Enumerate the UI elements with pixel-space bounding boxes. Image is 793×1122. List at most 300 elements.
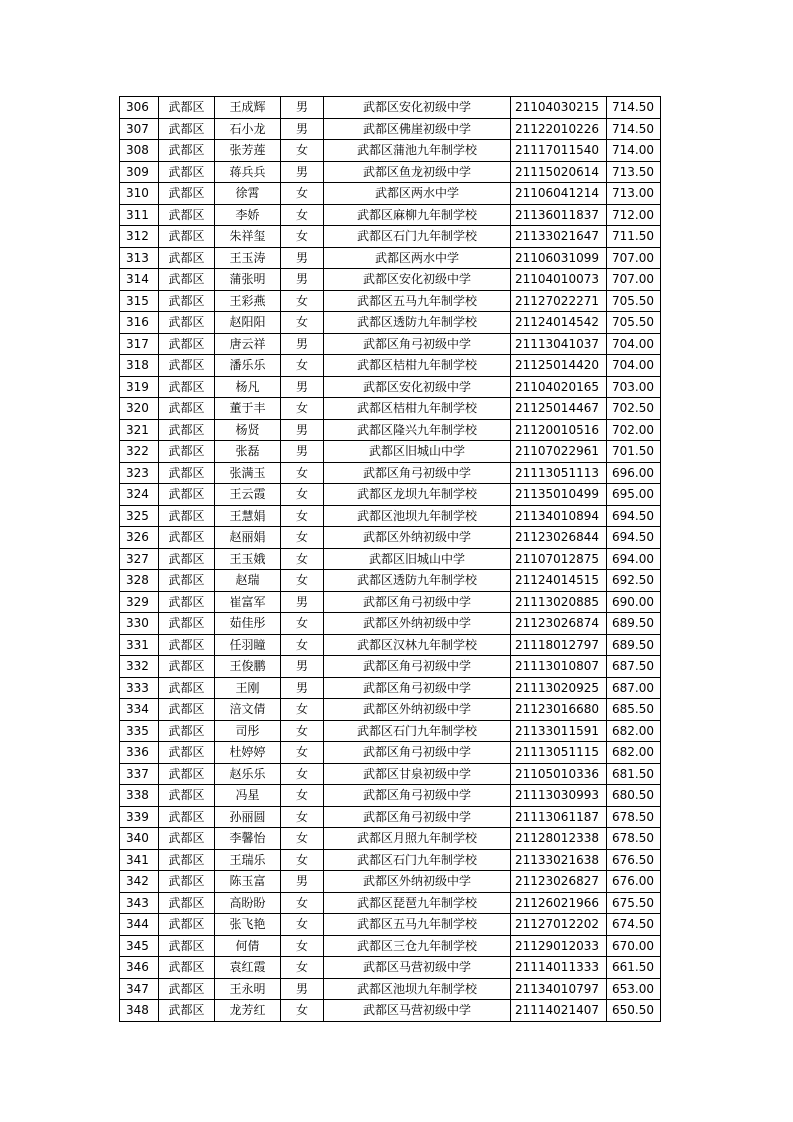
table-row: [120, 914, 661, 936]
cell-school: 武都区石门九年制学校: [324, 226, 511, 248]
cell-school: 武都区安化初级中学: [324, 269, 511, 291]
cell-gender: 男: [281, 656, 324, 678]
cell-district: 武都区: [159, 849, 215, 871]
cell-gender: 女: [281, 462, 324, 484]
cell-school: 武都区透防九年制学校: [324, 312, 511, 334]
cell-rank: 324: [120, 484, 159, 506]
cell-score: 687.50: [607, 656, 661, 678]
cell-name: 陈玉富: [215, 871, 281, 893]
cell-district: 武都区: [159, 1000, 215, 1022]
cell-exam-id: 21125014420: [511, 355, 607, 377]
cell-rank: 306: [120, 97, 159, 119]
cell-school: 武都区旧城山中学: [324, 441, 511, 463]
cell-district: 武都区: [159, 419, 215, 441]
cell-gender: 女: [281, 914, 324, 936]
cell-rank: 317: [120, 333, 159, 355]
cell-exam-id: 21129012033: [511, 935, 607, 957]
cell-score: 687.00: [607, 677, 661, 699]
cell-name: 王瑞乐: [215, 849, 281, 871]
cell-gender: 女: [281, 613, 324, 635]
cell-exam-id: 21113061187: [511, 806, 607, 828]
cell-score: 705.50: [607, 290, 661, 312]
cell-rank: 333: [120, 677, 159, 699]
table-row: [120, 484, 661, 506]
cell-rank: 309: [120, 161, 159, 183]
cell-gender: 女: [281, 957, 324, 979]
cell-exam-id: 21128012338: [511, 828, 607, 850]
cell-score: 713.00: [607, 183, 661, 205]
cell-school: 武都区角弓初级中学: [324, 785, 511, 807]
cell-score: 650.50: [607, 1000, 661, 1022]
table-row: [120, 118, 661, 140]
table-row: [120, 613, 661, 635]
cell-district: 武都区: [159, 978, 215, 1000]
cell-district: 武都区: [159, 527, 215, 549]
cell-score: 702.00: [607, 419, 661, 441]
cell-exam-id: 21133021647: [511, 226, 607, 248]
cell-gender: 男: [281, 677, 324, 699]
cell-district: 武都区: [159, 828, 215, 850]
cell-school: 武都区月照九年制学校: [324, 828, 511, 850]
cell-school: 武都区蒲池九年制学校: [324, 140, 511, 162]
cell-name: 唐云祥: [215, 333, 281, 355]
cell-gender: 女: [281, 570, 324, 592]
cell-score: 685.50: [607, 699, 661, 721]
cell-rank: 343: [120, 892, 159, 914]
cell-school: 武都区马营初级中学: [324, 1000, 511, 1022]
cell-score: 714.00: [607, 140, 661, 162]
cell-score: 680.50: [607, 785, 661, 807]
cell-district: 武都区: [159, 505, 215, 527]
cell-school: 武都区三仓九年制学校: [324, 935, 511, 957]
cell-exam-id: 21123026874: [511, 613, 607, 635]
cell-exam-id: 21105010336: [511, 763, 607, 785]
cell-district: 武都区: [159, 97, 215, 119]
cell-name: 何倩: [215, 935, 281, 957]
cell-rank: 310: [120, 183, 159, 205]
cell-name: 赵乐乐: [215, 763, 281, 785]
table-row: [120, 871, 661, 893]
cell-rank: 318: [120, 355, 159, 377]
cell-gender: 女: [281, 828, 324, 850]
cell-school: 武都区外纳初级中学: [324, 613, 511, 635]
cell-school: 武都区角弓初级中学: [324, 462, 511, 484]
cell-name: 王云霞: [215, 484, 281, 506]
cell-exam-id: 21104010073: [511, 269, 607, 291]
cell-name: 杜婷婷: [215, 742, 281, 764]
cell-exam-id: 21127012202: [511, 914, 607, 936]
cell-score: 711.50: [607, 226, 661, 248]
cell-rank: 329: [120, 591, 159, 613]
table-row: [120, 634, 661, 656]
cell-exam-id: 21134010797: [511, 978, 607, 1000]
cell-name: 董于丰: [215, 398, 281, 420]
cell-score: 705.50: [607, 312, 661, 334]
cell-exam-id: 21113051113: [511, 462, 607, 484]
cell-school: 武都区石门九年制学校: [324, 849, 511, 871]
cell-district: 武都区: [159, 892, 215, 914]
cell-name: 任羽瞳: [215, 634, 281, 656]
cell-score: 702.50: [607, 398, 661, 420]
cell-district: 武都区: [159, 398, 215, 420]
cell-name: 王彩燕: [215, 290, 281, 312]
cell-district: 武都区: [159, 312, 215, 334]
cell-rank: 325: [120, 505, 159, 527]
cell-name: 王永明: [215, 978, 281, 1000]
score-table: [119, 96, 661, 1022]
score-table-body: [120, 97, 661, 1022]
cell-school: 武都区石门九年制学校: [324, 720, 511, 742]
cell-gender: 女: [281, 763, 324, 785]
cell-name: 司彤: [215, 720, 281, 742]
cell-gender: 女: [281, 849, 324, 871]
table-row: [120, 398, 661, 420]
cell-exam-id: 21114021407: [511, 1000, 607, 1022]
cell-name: 高盼盼: [215, 892, 281, 914]
cell-exam-id: 21123016680: [511, 699, 607, 721]
cell-name: 崔富军: [215, 591, 281, 613]
cell-rank: 327: [120, 548, 159, 570]
cell-name: 潘乐乐: [215, 355, 281, 377]
cell-score: 701.50: [607, 441, 661, 463]
table-row: [120, 419, 661, 441]
table-row: [120, 849, 661, 871]
cell-score: 661.50: [607, 957, 661, 979]
cell-school: 武都区五马九年制学校: [324, 914, 511, 936]
cell-exam-id: 21113041037: [511, 333, 607, 355]
cell-rank: 311: [120, 204, 159, 226]
cell-gender: 男: [281, 97, 324, 119]
cell-school: 武都区外纳初级中学: [324, 699, 511, 721]
cell-name: 张飞艳: [215, 914, 281, 936]
table-row: [120, 978, 661, 1000]
cell-score: 653.00: [607, 978, 661, 1000]
cell-name: 朱祥玺: [215, 226, 281, 248]
cell-score: 704.00: [607, 333, 661, 355]
cell-exam-id: 21122010226: [511, 118, 607, 140]
cell-gender: 男: [281, 871, 324, 893]
cell-score: 676.00: [607, 871, 661, 893]
cell-exam-id: 21107012875: [511, 548, 607, 570]
table-row: [120, 376, 661, 398]
cell-exam-id: 21134010894: [511, 505, 607, 527]
cell-rank: 344: [120, 914, 159, 936]
cell-gender: 女: [281, 806, 324, 828]
cell-district: 武都区: [159, 935, 215, 957]
cell-rank: 347: [120, 978, 159, 1000]
cell-exam-id: 21106031099: [511, 247, 607, 269]
cell-district: 武都区: [159, 247, 215, 269]
cell-district: 武都区: [159, 871, 215, 893]
cell-rank: 326: [120, 527, 159, 549]
cell-gender: 女: [281, 935, 324, 957]
table-row: [120, 527, 661, 549]
table-row: [120, 226, 661, 248]
cell-rank: 346: [120, 957, 159, 979]
cell-rank: 307: [120, 118, 159, 140]
cell-school: 武都区马营初级中学: [324, 957, 511, 979]
cell-score: 694.50: [607, 505, 661, 527]
cell-exam-id: 21114011333: [511, 957, 607, 979]
cell-name: 徐霄: [215, 183, 281, 205]
cell-gender: 女: [281, 226, 324, 248]
table-row: [120, 957, 661, 979]
cell-school: 武都区透防九年制学校: [324, 570, 511, 592]
table-row: [120, 892, 661, 914]
cell-score: 689.50: [607, 613, 661, 635]
cell-score: 707.00: [607, 247, 661, 269]
table-row: [120, 656, 661, 678]
cell-name: 赵丽娟: [215, 527, 281, 549]
cell-score: 713.50: [607, 161, 661, 183]
cell-exam-id: 21133011591: [511, 720, 607, 742]
table-row: [120, 97, 661, 119]
cell-district: 武都区: [159, 226, 215, 248]
cell-name: 王玉涛: [215, 247, 281, 269]
cell-gender: 女: [281, 204, 324, 226]
table-row: [120, 570, 661, 592]
cell-gender: 女: [281, 290, 324, 312]
cell-gender: 男: [281, 118, 324, 140]
cell-exam-id: 21124014515: [511, 570, 607, 592]
cell-name: 涪文倩: [215, 699, 281, 721]
cell-district: 武都区: [159, 548, 215, 570]
cell-rank: 320: [120, 398, 159, 420]
cell-school: 武都区角弓初级中学: [324, 656, 511, 678]
cell-gender: 女: [281, 355, 324, 377]
cell-rank: 323: [120, 462, 159, 484]
table-row: [120, 742, 661, 764]
cell-exam-id: 21123026844: [511, 527, 607, 549]
cell-school: 武都区安化初级中学: [324, 97, 511, 119]
cell-gender: 女: [281, 312, 324, 334]
cell-school: 武都区桔柑九年制学校: [324, 355, 511, 377]
cell-exam-id: 21113030993: [511, 785, 607, 807]
cell-exam-id: 21104030215: [511, 97, 607, 119]
cell-school: 武都区角弓初级中学: [324, 806, 511, 828]
cell-name: 茹佳彤: [215, 613, 281, 635]
cell-score: 707.00: [607, 269, 661, 291]
cell-gender: 女: [281, 183, 324, 205]
cell-district: 武都区: [159, 720, 215, 742]
table-row: [120, 505, 661, 527]
table-row: [120, 441, 661, 463]
cell-name: 王慧娟: [215, 505, 281, 527]
cell-gender: 女: [281, 140, 324, 162]
cell-school: 武都区佛崖初级中学: [324, 118, 511, 140]
cell-district: 武都区: [159, 742, 215, 764]
cell-gender: 女: [281, 548, 324, 570]
cell-gender: 男: [281, 441, 324, 463]
cell-exam-id: 21123026827: [511, 871, 607, 893]
cell-rank: 314: [120, 269, 159, 291]
table-row: [120, 548, 661, 570]
table-row: [120, 677, 661, 699]
cell-district: 武都区: [159, 591, 215, 613]
cell-score: 694.50: [607, 527, 661, 549]
cell-name: 袁红霞: [215, 957, 281, 979]
cell-gender: 女: [281, 1000, 324, 1022]
cell-gender: 女: [281, 398, 324, 420]
cell-score: 674.50: [607, 914, 661, 936]
table-row: [120, 312, 661, 334]
cell-rank: 315: [120, 290, 159, 312]
cell-district: 武都区: [159, 376, 215, 398]
cell-district: 武都区: [159, 204, 215, 226]
cell-name: 杨凡: [215, 376, 281, 398]
table-row: [120, 828, 661, 850]
cell-gender: 女: [281, 484, 324, 506]
cell-name: 蒋兵兵: [215, 161, 281, 183]
cell-rank: 331: [120, 634, 159, 656]
table-row: [120, 785, 661, 807]
cell-gender: 男: [281, 978, 324, 1000]
cell-rank: 321: [120, 419, 159, 441]
cell-name: 张满玉: [215, 462, 281, 484]
cell-school: 武都区五马九年制学校: [324, 290, 511, 312]
cell-exam-id: 21113020885: [511, 591, 607, 613]
cell-school: 武都区旧城山中学: [324, 548, 511, 570]
cell-score: 682.00: [607, 720, 661, 742]
cell-gender: 女: [281, 527, 324, 549]
table-row: [120, 1000, 661, 1022]
cell-rank: 335: [120, 720, 159, 742]
cell-name: 张芳莲: [215, 140, 281, 162]
cell-rank: 330: [120, 613, 159, 635]
cell-district: 武都区: [159, 355, 215, 377]
cell-exam-id: 21135010499: [511, 484, 607, 506]
cell-score: 678.50: [607, 828, 661, 850]
cell-score: 689.50: [607, 634, 661, 656]
cell-score: 681.50: [607, 763, 661, 785]
cell-district: 武都区: [159, 785, 215, 807]
cell-gender: 男: [281, 376, 324, 398]
cell-gender: 男: [281, 161, 324, 183]
cell-gender: 女: [281, 699, 324, 721]
cell-exam-id: 21125014467: [511, 398, 607, 420]
cell-district: 武都区: [159, 462, 215, 484]
cell-school: 武都区两水中学: [324, 247, 511, 269]
cell-rank: 312: [120, 226, 159, 248]
cell-gender: 女: [281, 742, 324, 764]
cell-name: 杨贤: [215, 419, 281, 441]
cell-district: 武都区: [159, 613, 215, 635]
table-row: [120, 183, 661, 205]
cell-district: 武都区: [159, 183, 215, 205]
cell-score: 694.00: [607, 548, 661, 570]
cell-school: 武都区池坝九年制学校: [324, 978, 511, 1000]
cell-score: 690.00: [607, 591, 661, 613]
cell-rank: 319: [120, 376, 159, 398]
cell-district: 武都区: [159, 333, 215, 355]
cell-score: 670.00: [607, 935, 661, 957]
cell-score: 714.50: [607, 97, 661, 119]
cell-name: 孙丽圆: [215, 806, 281, 828]
cell-name: 王刚: [215, 677, 281, 699]
cell-rank: 316: [120, 312, 159, 334]
cell-name: 王玉娥: [215, 548, 281, 570]
cell-school: 武都区麻柳九年制学校: [324, 204, 511, 226]
cell-name: 蒲张明: [215, 269, 281, 291]
cell-score: 678.50: [607, 806, 661, 828]
cell-district: 武都区: [159, 484, 215, 506]
cell-exam-id: 21127022271: [511, 290, 607, 312]
cell-district: 武都区: [159, 699, 215, 721]
cell-district: 武都区: [159, 957, 215, 979]
cell-school: 武都区安化初级中学: [324, 376, 511, 398]
cell-rank: 340: [120, 828, 159, 850]
cell-district: 武都区: [159, 269, 215, 291]
cell-exam-id: 21104020165: [511, 376, 607, 398]
cell-school: 武都区角弓初级中学: [324, 677, 511, 699]
cell-school: 武都区桔柑九年制学校: [324, 398, 511, 420]
cell-exam-id: 21118012797: [511, 634, 607, 656]
cell-exam-id: 21120010516: [511, 419, 607, 441]
cell-score: 704.00: [607, 355, 661, 377]
cell-gender: 男: [281, 419, 324, 441]
cell-rank: 339: [120, 806, 159, 828]
table-row: [120, 161, 661, 183]
cell-school: 武都区龙坝九年制学校: [324, 484, 511, 506]
cell-score: 714.50: [607, 118, 661, 140]
cell-exam-id: 21136011837: [511, 204, 607, 226]
cell-school: 武都区琵琶九年制学校: [324, 892, 511, 914]
cell-school: 武都区外纳初级中学: [324, 871, 511, 893]
cell-rank: 345: [120, 935, 159, 957]
table-row: [120, 591, 661, 613]
cell-gender: 女: [281, 634, 324, 656]
cell-name: 王成辉: [215, 97, 281, 119]
cell-rank: 342: [120, 871, 159, 893]
cell-exam-id: 21133021638: [511, 849, 607, 871]
cell-rank: 336: [120, 742, 159, 764]
cell-school: 武都区角弓初级中学: [324, 591, 511, 613]
cell-exam-id: 21124014542: [511, 312, 607, 334]
cell-district: 武都区: [159, 914, 215, 936]
table-row: [120, 290, 661, 312]
table-row: [120, 763, 661, 785]
table-row: [120, 462, 661, 484]
cell-school: 武都区两水中学: [324, 183, 511, 205]
cell-gender: 女: [281, 505, 324, 527]
cell-district: 武都区: [159, 161, 215, 183]
cell-name: 王俊鹏: [215, 656, 281, 678]
cell-school: 武都区甘泉初级中学: [324, 763, 511, 785]
cell-district: 武都区: [159, 806, 215, 828]
cell-district: 武都区: [159, 656, 215, 678]
table-row: [120, 204, 661, 226]
cell-name: 张磊: [215, 441, 281, 463]
table-row: [120, 140, 661, 162]
cell-exam-id: 21113010807: [511, 656, 607, 678]
cell-rank: 313: [120, 247, 159, 269]
cell-gender: 男: [281, 269, 324, 291]
cell-school: 武都区角弓初级中学: [324, 333, 511, 355]
cell-exam-id: 21113020925: [511, 677, 607, 699]
cell-school: 武都区角弓初级中学: [324, 742, 511, 764]
cell-rank: 334: [120, 699, 159, 721]
cell-district: 武都区: [159, 634, 215, 656]
cell-district: 武都区: [159, 677, 215, 699]
cell-name: 赵瑞: [215, 570, 281, 592]
cell-gender: 男: [281, 591, 324, 613]
cell-school: 武都区池坝九年制学校: [324, 505, 511, 527]
table-row: [120, 269, 661, 291]
cell-score: 676.50: [607, 849, 661, 871]
cell-score: 696.00: [607, 462, 661, 484]
cell-rank: 341: [120, 849, 159, 871]
cell-score: 675.50: [607, 892, 661, 914]
